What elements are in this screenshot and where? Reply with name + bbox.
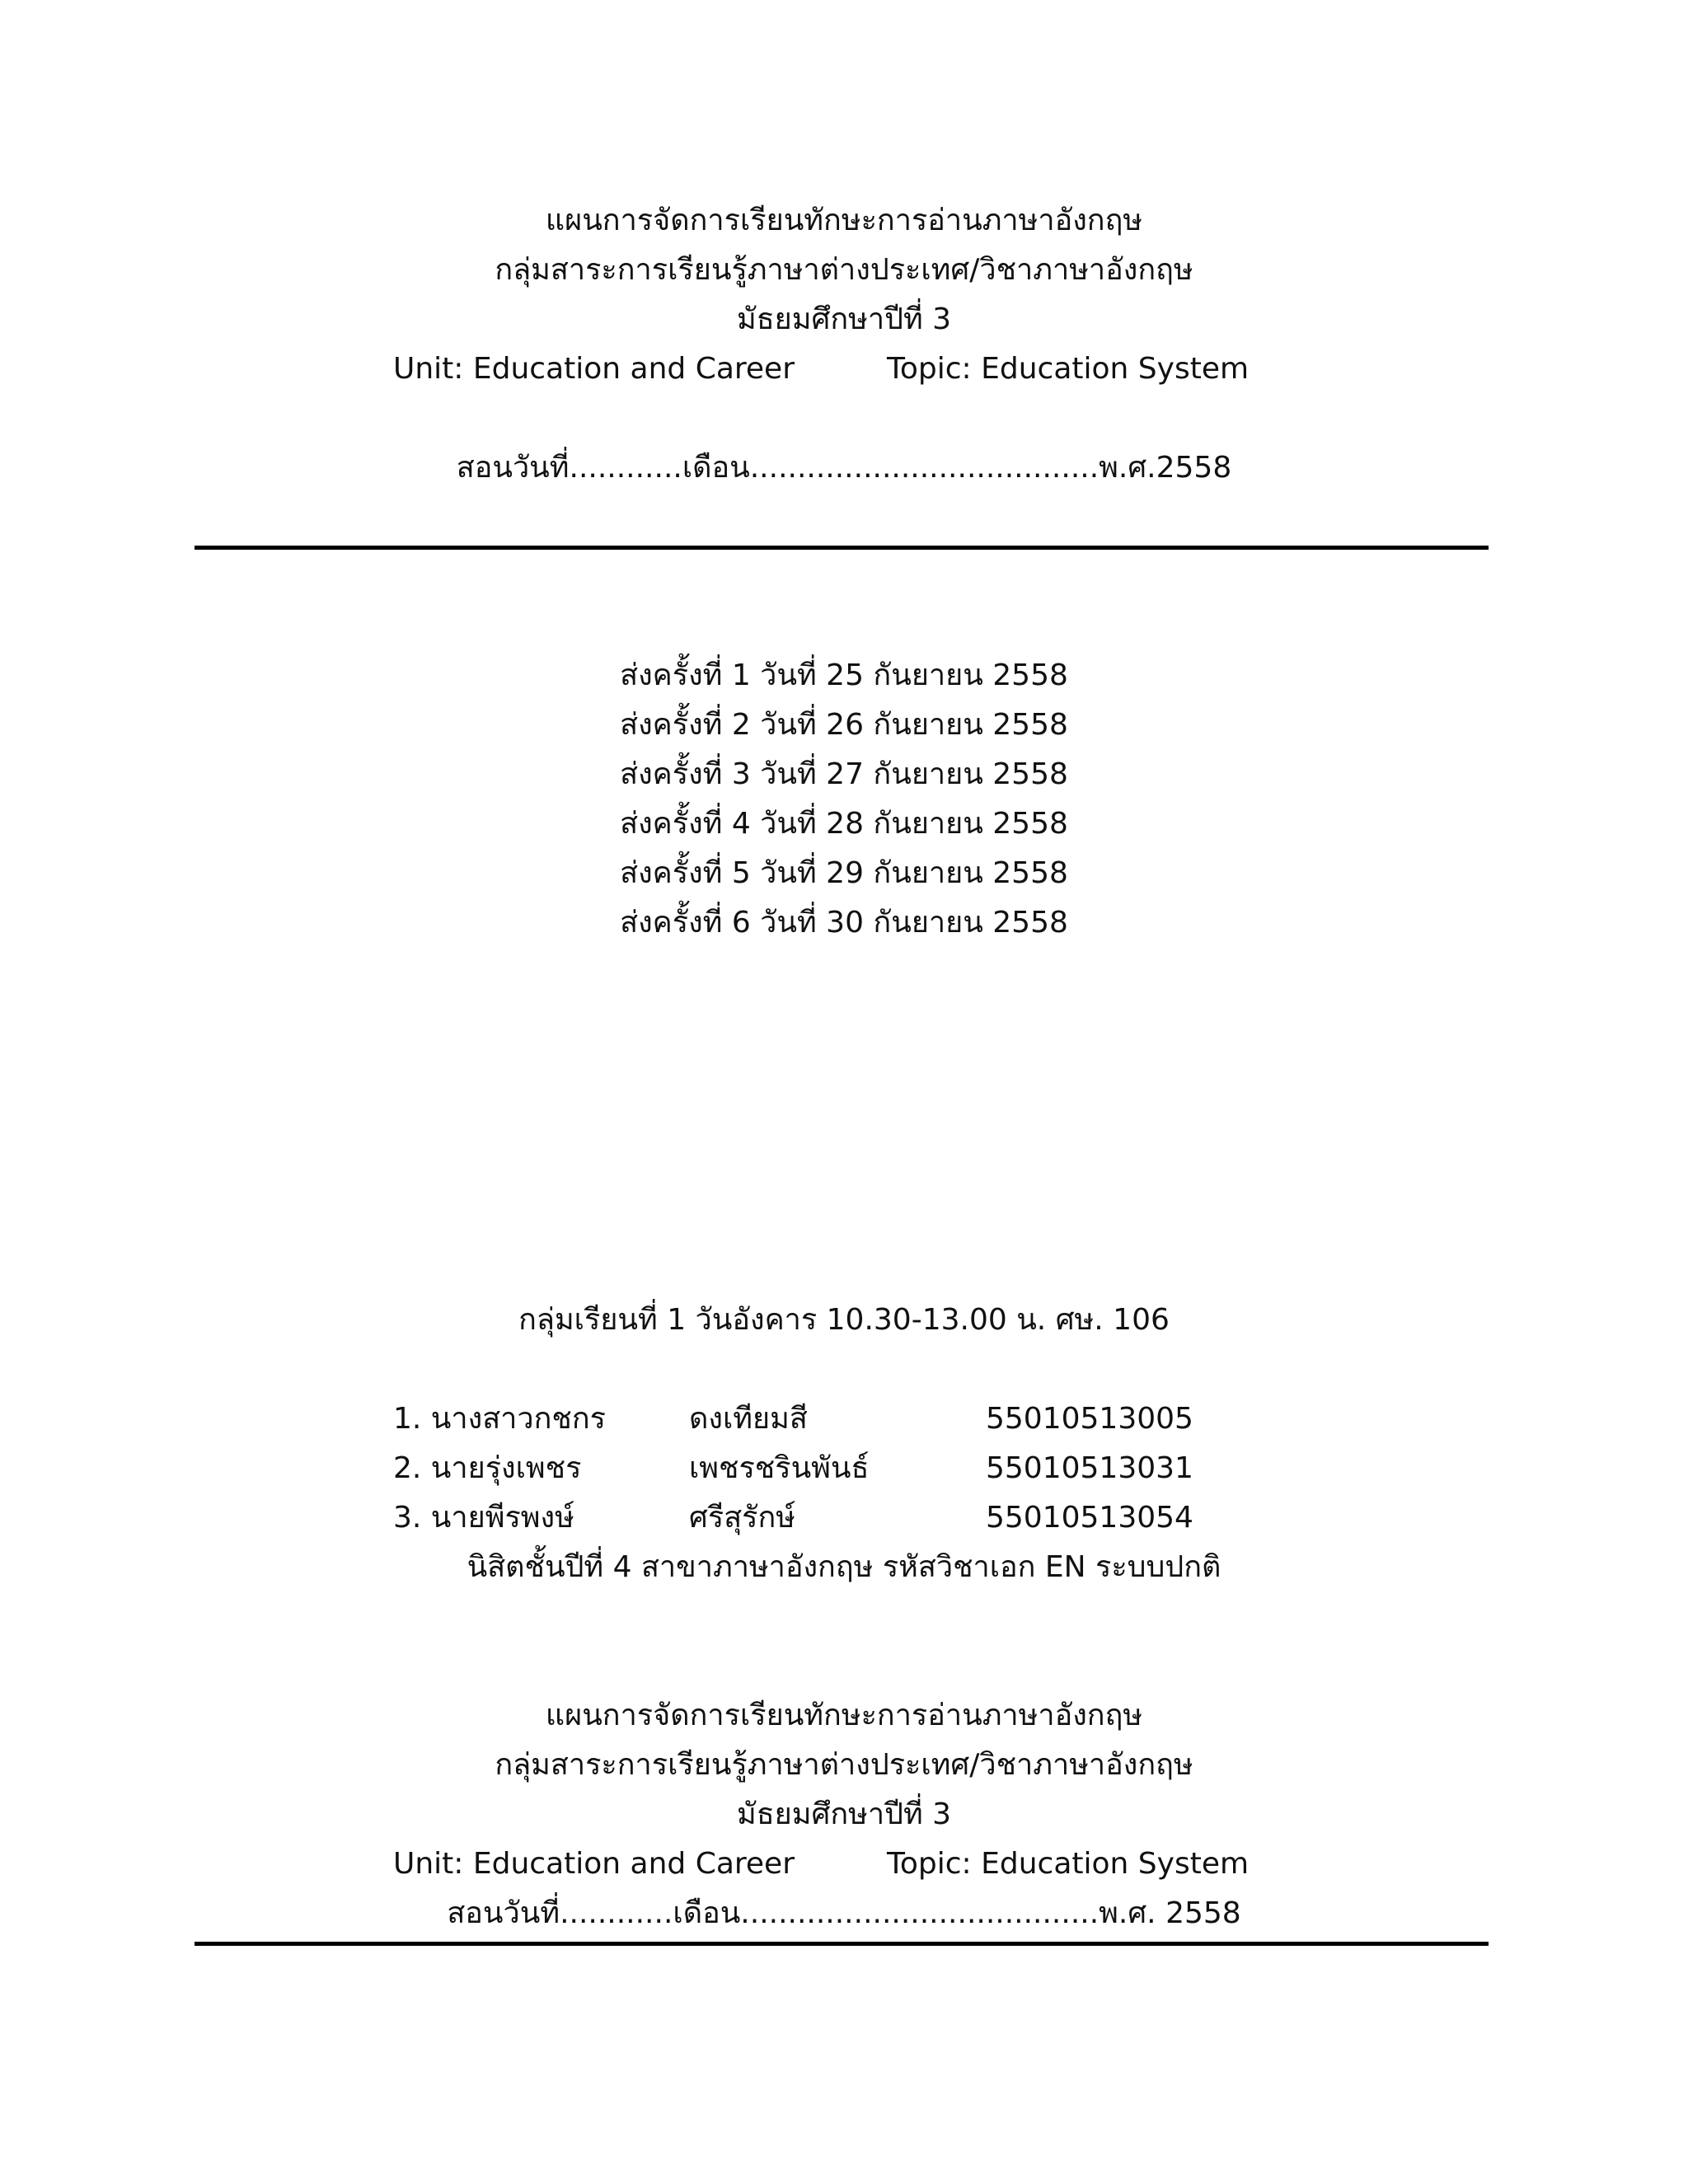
topic-label: Topic: Education System [887, 352, 1250, 386]
member-name: 2. นายรุ่งเพชร [393, 1451, 582, 1485]
member-id: 55010513031 [986, 1451, 1193, 1485]
topic-label: Topic: Education System [887, 1847, 1250, 1881]
teaching-date-line: สอนวันที่............เดือน......................................พ.ศ. 2558 [447, 1896, 1241, 1930]
teaching-date-line: สอนวันที่............เดือน.....................................พ.ศ.2558 [456, 451, 1232, 485]
divider-line [195, 546, 1489, 550]
submission-item: ส่งครั้งที่ 1 วันที่ 25 กันยายน 2558 [620, 658, 1068, 692]
member-surname: ศรีสุรักษ์ [689, 1501, 796, 1535]
member-name: 1. นางสาวกชกร [393, 1402, 606, 1436]
member-id: 55010513054 [986, 1501, 1193, 1535]
member-id: 55010513005 [986, 1402, 1193, 1436]
plan-title: แผนการจัดการเรียนทักษะการอ่านภาษาอังกฤษ [545, 1699, 1143, 1732]
member-surname: ดงเทียมสี [689, 1402, 808, 1436]
subject-group: กลุ่มสาระการเรียนรู้ภาษาต่างประเทศ/วิชาภาษาอังกฤษ [495, 1748, 1193, 1782]
submission-item: ส่งครั้งที่ 3 วันที่ 27 กันยายน 2558 [620, 757, 1068, 791]
student-note: นิสิตชั้นปีที่ 4 สาขาภาษาอังกฤษ รหัสวิชาเอก EN ระบบปกติ [467, 1550, 1221, 1584]
member-surname: เพชรชรินพันธ์ [689, 1451, 870, 1485]
submission-item: ส่งครั้งที่ 6 วันที่ 30 กันยายน 2558 [620, 906, 1068, 940]
member-name: 3. นายพีรพงษ์ [393, 1501, 574, 1535]
subject-group: กลุ่มสาระการเรียนรู้ภาษาต่างประเทศ/วิชาภาษาอังกฤษ [495, 253, 1193, 287]
grade-level: มัธยมศึกษาปีที่ 3 [736, 1797, 952, 1831]
submission-item: ส่งครั้งที่ 2 วันที่ 26 กันยายน 2558 [620, 708, 1068, 742]
divider-line [195, 1942, 1489, 1946]
grade-level: มัธยมศึกษาปีที่ 3 [736, 302, 952, 336]
class-group: กลุ่มเรียนที่ 1 วันอังคาร 10.30-13.00 น. ศษ. 106 [518, 1303, 1170, 1337]
submission-item: ส่งครั้งที่ 5 วันที่ 29 กันยายน 2558 [620, 856, 1068, 890]
plan-title: แผนการจัดการเรียนทักษะการอ่านภาษาอังกฤษ [545, 204, 1143, 237]
submission-item: ส่งครั้งที่ 4 วันที่ 28 กันยายน 2558 [620, 807, 1068, 841]
unit-label: Unit: Education and Career [393, 1847, 795, 1881]
unit-label: Unit: Education and Career [393, 352, 795, 386]
